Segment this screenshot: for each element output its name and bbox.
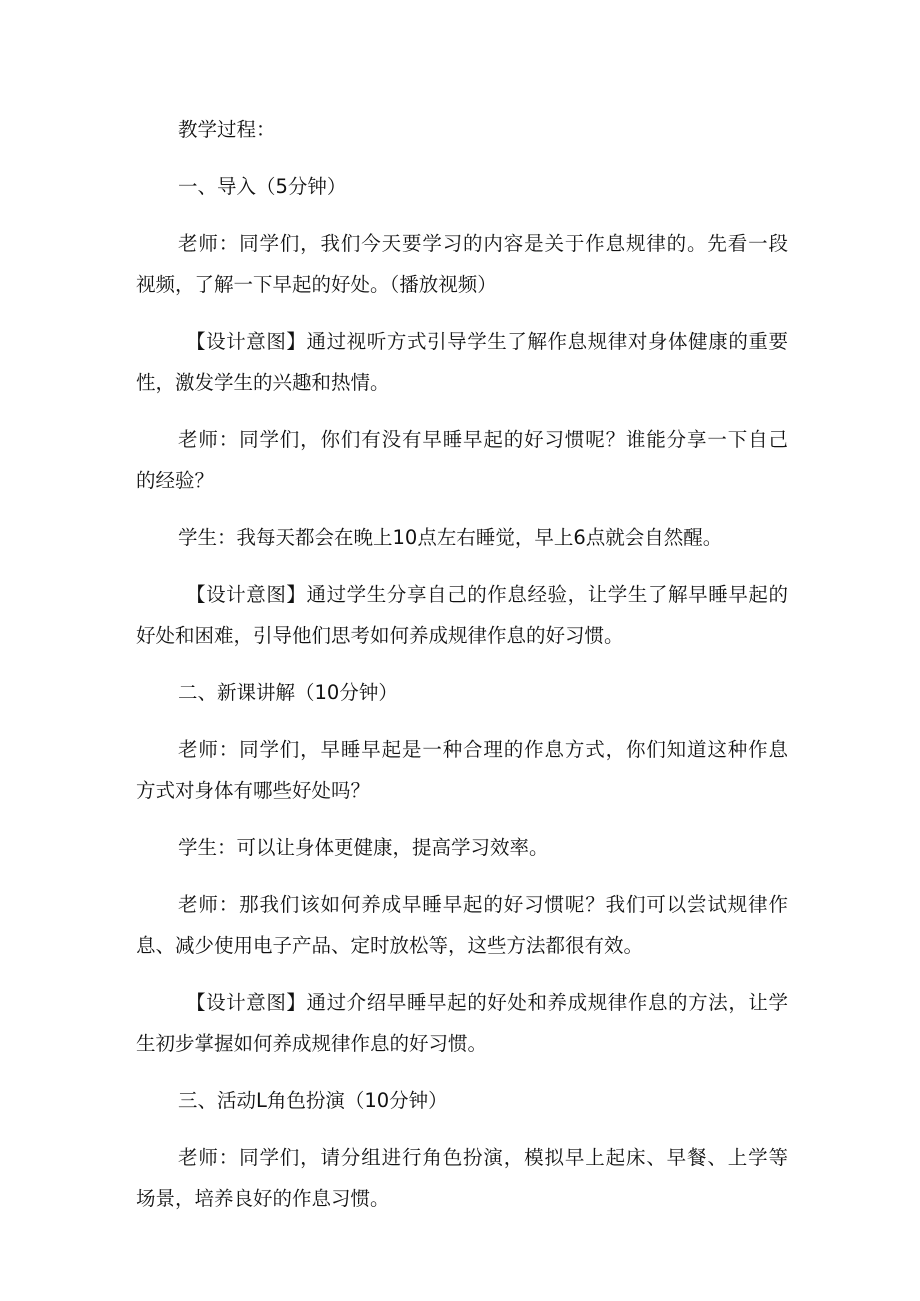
- paragraph-3-line-1: 老师：同学们，你们有没有早睡早起的好习惯呢？谁能分享一下自己: [178, 428, 788, 451]
- paragraph-9-line-2: 生初步掌握如何养成规律作息的好习惯。: [136, 1032, 488, 1055]
- paragraph-7-line-1: 学生：可以让身体更健康，提高学习效率。: [178, 836, 549, 859]
- section-3-title: 三、活动L角色扮演（10分钟）: [178, 1089, 448, 1112]
- paragraph-10-line-2: 场景，培养良好的作息习惯。: [136, 1187, 390, 1210]
- paragraph-8-line-1: 老师：那我们该如何养成早睡早起的好习惯呢？我们可以尝试规律作: [178, 893, 788, 916]
- paragraph-6-line-1: 老师：同学们，早睡早起是一种合理的作息方式，你们知道这种作息: [178, 738, 788, 761]
- paragraph-6-line-2: 方式对身体有哪些好处吗？: [136, 779, 371, 802]
- paragraph-8-line-2: 息、减少使用电子产品、定时放松等，这些方法都很有效。: [136, 934, 644, 957]
- section-2-title: 二、新课讲解（10分钟）: [178, 681, 398, 704]
- paragraph-5-line-1: 【设计意图】通过学生分享自己的作息经验，让学生了解早睡早起的: [186, 583, 788, 606]
- paragraph-3-line-2: 的经验？: [136, 469, 215, 492]
- paragraph-5-line-2: 好处和困难，引导他们思考如何养成规律作息的好习惯。: [136, 624, 624, 647]
- paragraph-9-line-1: 【设计意图】通过介绍早睡早起的好处和养成规律作息的方法，让学: [186, 991, 788, 1014]
- paragraph-4-line-1: 学生：我每天都会在晚上10点左右睡觉，早上6点就会自然醒。: [178, 526, 723, 549]
- section-1-title: 一、导入（5分钟）: [178, 175, 347, 198]
- paragraph-1-line-1: 老师：同学们，我们今天要学习的内容是关于作息规律的。先看一段: [178, 232, 788, 255]
- paragraph-2-line-2: 性，激发学生的兴趣和热情。: [136, 371, 390, 394]
- paragraph-10-line-1: 老师：同学们，请分组进行角色扮演，模拟早上起床、早餐、上学等: [178, 1146, 788, 1169]
- heading-teaching-process: 教学过程：: [178, 118, 276, 141]
- document-body: [136, 118, 788, 1211]
- paragraph-1-line-2: 视频，了解一下早起的好处。（播放视频）: [136, 273, 497, 296]
- paragraph-2-line-1: 【设计意图】通过视听方式引导学生了解作息规律对身体健康的重要: [186, 330, 788, 353]
